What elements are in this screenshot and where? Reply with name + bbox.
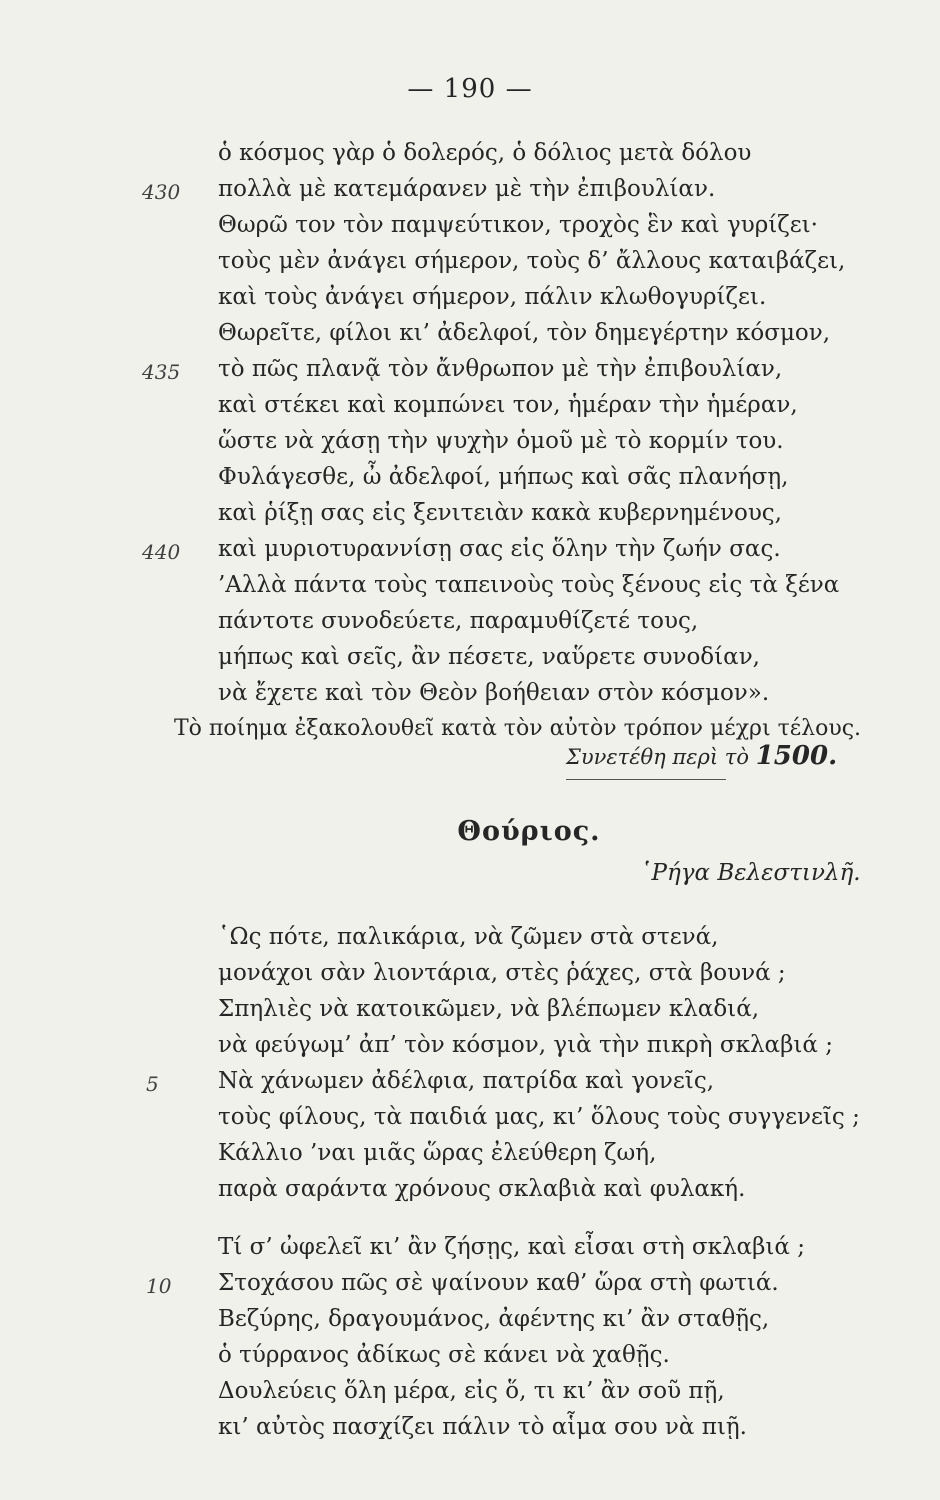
- verse-line: νὰ ἔχετε καὶ τὸν Θεὸν βοήθειαν στὸν κόσμον».: [218, 680, 770, 706]
- verse-line: τὸ πῶς πλανᾷ τὸν ἄνθρωπον μὲ τὴν ἐπιβουλίαν,: [218, 356, 783, 382]
- verse-line: μήπως καὶ σεῖς, ἂν πέσετε, ναὕρετε συνοδίαν,: [218, 644, 760, 670]
- section-divider: [566, 779, 726, 780]
- verse-line: ὁ κόσμος γὰρ ὁ δολερός, ὁ δόλιος μετὰ δόλου: [218, 140, 752, 166]
- verse-line: Στοχάσου πῶς σὲ ψαίνουν καθ’ ὥρα στὴ φωτιά.: [218, 1270, 779, 1296]
- line-number: 435: [142, 360, 181, 384]
- verse-line: μονάχοι σὰν λιοντάρια, στὲς ῥάχες, στὰ βουνά ;: [218, 960, 786, 986]
- verse-line: ὥστε νὰ χάσῃ τὴν ψυχὴν ὁμοῦ μὲ τὸ κορμίν του.: [218, 428, 784, 454]
- verse-line: τοὺς μὲν ἀνάγει σήμερον, τοὺς δ’ ἄλλους καταιβάζει,: [218, 248, 846, 274]
- verse-line: πολλὰ μὲ κατεμάρανεν μὲ τὴν ἐπιβουλίαν.: [218, 176, 716, 202]
- verse-line: καὶ ῥίξῃ σας εἰς ξενιτειὰν κακὰ κυβερνημένους,: [218, 500, 782, 526]
- verse-line: Τί σ’ ὠφελεῖ κι’ ἂν ζήσῃς, καὶ εἶσαι στὴ σκλαβιά ;: [218, 1234, 805, 1260]
- verse-line: καὶ στέκει καὶ κομπώνει τον, ἡμέραν τὴν ἡμέραν,: [218, 392, 798, 418]
- verse-line: τοὺς φίλους, τὰ παιδιά μας, κι’ ὅλους τοὺς συγγενεῖς ;: [218, 1104, 860, 1130]
- composition-date-prefix: Συνετέθη περὶ τὸ: [566, 745, 750, 769]
- verse-line: Νὰ χάνωμεν ἀδέλφια, πατρίδα καὶ γονεῖς,: [218, 1068, 715, 1094]
- verse-line: πάντοτε συνοδεύετε, παραμυθίζετέ τους,: [218, 608, 699, 634]
- verse-line: ’Αλλὰ πάντα τοὺς ταπεινοὺς τοὺς ξένους εἰς τὰ ξένα: [218, 572, 840, 598]
- closing-note: Τὸ ποίημα ἐξακολουθεῖ κατὰ τὸν αὐτὸν τρόπον μέχρι τέλους.: [174, 716, 862, 741]
- verse-line: νὰ φεύγωμ’ ἀπ’ τὸν κόσμον, γιὰ τὴν πικρὴ σκλαβιά ;: [218, 1032, 833, 1058]
- verse-line: Βεζύρης, δραγουμάνος, ἀφέντης κι’ ἂν σταθῇς,: [218, 1306, 770, 1332]
- line-number: 440: [142, 540, 181, 564]
- page-number: — 190 —: [407, 74, 533, 104]
- verse-line: κι’ αὐτὸς πασχίζει πάλιν τὸ αἷμα σου νὰ πιῇ.: [218, 1414, 747, 1440]
- composition-year: 1500.: [755, 741, 838, 771]
- verse-line: παρὰ σαράντα χρόνους σκλαβιὰ καὶ φυλακή.: [218, 1176, 746, 1202]
- verse-line: ὁ τύρρανος ἀδίκως σὲ κάνει νὰ χαθῇς.: [218, 1342, 670, 1368]
- line-number: 5: [146, 1072, 159, 1096]
- line-number: 430: [142, 180, 181, 204]
- composition-date: [566, 741, 837, 771]
- verse-line: Κάλλιο ’ναι μιᾶς ὥρας ἐλεύθερη ζωή,: [218, 1140, 657, 1166]
- verse-line: Θωρεῖτε, φίλοι κι’ ἀδελφοί, τὸν δημεγέρτην κόσμον,: [218, 320, 831, 346]
- poem-author: ῾Ρήγα Βελεστινλῆ.: [640, 860, 861, 886]
- verse-line: Φυλάγεσθε, ὦ ἀδελφοί, μήπως καὶ σᾶς πλανήσῃ,: [218, 464, 789, 490]
- verse-line: Θωρῶ τον τὸν παμψεύτικον, τροχὸς ἓν καὶ γυρίζει·: [218, 212, 818, 238]
- poem-title: Θούριος.: [457, 816, 601, 847]
- verse-line: Δουλεύεις ὅλη μέρα, εἰς ὅ, τι κι’ ἂν σοῦ πῇ,: [218, 1378, 725, 1404]
- line-number: 10: [146, 1274, 172, 1298]
- verse-line: καὶ μυριοτυραννίσῃ σας εἰς ὅλην τὴν ζωήν σας.: [218, 536, 781, 562]
- verse-line: καὶ τοὺς ἀνάγει σήμερον, πάλιν κλωθογυρίζει.: [218, 284, 767, 310]
- verse-line: ῾Ως πότε, παλικάρια, νὰ ζῶμεν στὰ στενά,: [218, 924, 719, 950]
- verse-line: Σπηλιὲς νὰ κατοικῶμεν, νὰ βλέπωμεν κλαδιά,: [218, 996, 760, 1022]
